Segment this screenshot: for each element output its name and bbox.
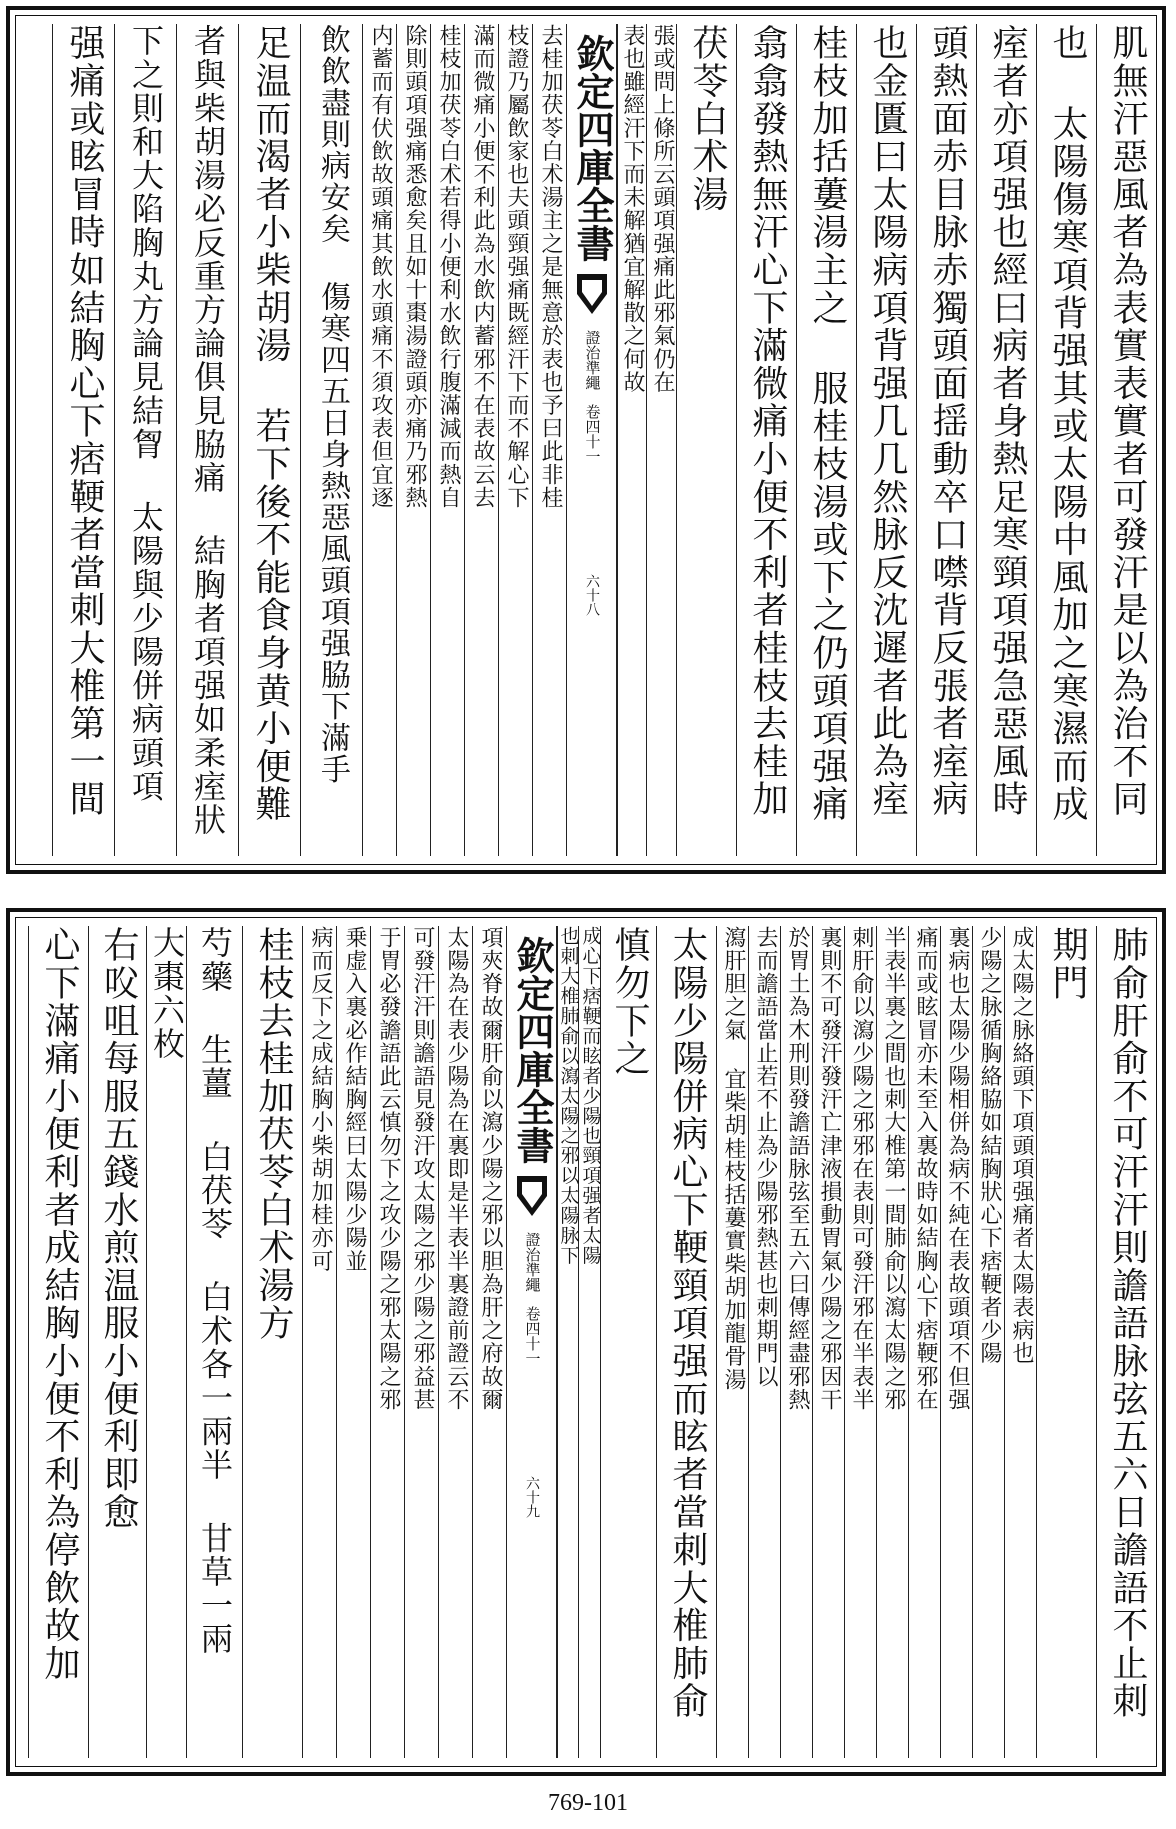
text-column	[676, 24, 737, 856]
volume-label: 卷四十一	[523, 1306, 542, 1366]
column-text: 大棗六枚	[148, 926, 186, 1061]
annotation-text: 滿而微痛小便不利此為水飲内蓄邪不在表故云去	[470, 24, 495, 510]
annotation-column	[748, 926, 781, 1758]
annotation-text: 張或問上條所云頭項强痛此邪氣仍在	[650, 24, 675, 394]
annotation-text: 去而譫語當止若不止為少陽邪熱甚也刺期門以	[753, 926, 778, 1388]
column-text: 也 太陽傷寒項背强其或太陽中風加之寒濕而成	[1047, 24, 1088, 823]
text-column	[238, 24, 301, 856]
annotation-text: 乗虚入裏必作結胸經曰太陽少陽並	[342, 926, 367, 1273]
annotation-text: 病而反下之成結胸小柴胡加桂亦可	[308, 926, 333, 1273]
text-column	[114, 24, 177, 856]
annotation-column	[498, 24, 533, 856]
text-column	[242, 926, 303, 1758]
annotation-text: 太陽為在表少陽為在裏即是半表半裏證前證云不	[444, 926, 469, 1412]
text-column	[736, 24, 797, 856]
book-subtitle: 證治準繩	[523, 1232, 542, 1292]
column-text: 右㕮咀每服五錢水煎温服小便利即愈	[98, 926, 139, 1531]
annotation-column	[396, 24, 431, 856]
text-column	[176, 24, 239, 856]
fish-tail-mark-icon	[515, 1174, 549, 1218]
annotation-column	[1004, 926, 1037, 1758]
folio-number: 六十九	[524, 1476, 540, 1518]
annotation-column	[716, 926, 749, 1758]
text-column	[656, 926, 717, 1758]
fish-tail-mark-icon	[575, 272, 609, 316]
column-text: 翕翕發熱無汗心下滿微痛小便不利者桂枝去桂加	[747, 24, 788, 818]
annotation-column	[646, 24, 677, 856]
annotation-column	[876, 926, 909, 1758]
annotation-column	[362, 24, 397, 856]
annotation-column	[404, 926, 439, 1758]
annotation-column	[438, 926, 473, 1758]
annotation-text: 成心下痞鞕而眩者少陽也頸項强者太陽	[579, 926, 602, 1266]
page-number: 769-101	[548, 1790, 628, 1816]
annotation-column	[472, 926, 507, 1758]
annotation-text: 於胃土為木刑則發譫語脉弦至五六曰傳經盡邪熱	[785, 926, 810, 1412]
text-column	[28, 926, 89, 1758]
text-column	[186, 926, 243, 1758]
column-text: 者與柴胡湯必反重方論俱見脇痛 結胸者項强如柔痓狀	[189, 24, 227, 837]
book-subtitle: 證治準繩	[583, 330, 602, 390]
annotation-column	[616, 24, 647, 856]
annotation-text: 内蓄而有伏飲故頭痛其飲水頭痛不須攻表但宜逐	[368, 24, 393, 510]
column-text: 下之則和大陷胸丸方論見結胷 太陽與少陽併病頭項	[127, 24, 165, 803]
column-text: 足温而渴者小柴胡湯 若下後不能食身黄小便難	[250, 24, 291, 823]
annotation-text: 去桂加茯苓白术湯主之是無意於表也予曰此非桂	[538, 24, 563, 510]
annotation-text: 可發汗汗則譫語見發汗攻太陽之邪少陽之邪益甚	[410, 926, 435, 1412]
text-column	[1036, 926, 1097, 1758]
column-text: 桂枝加括蔞湯主之 服桂枝湯或下之仍頭項强痛	[807, 24, 848, 823]
text-column	[600, 926, 657, 1758]
book-spine	[506, 926, 558, 1758]
bottom-page-panel	[6, 908, 1166, 1776]
annotation-column	[812, 926, 845, 1758]
annotation-text: 枝證乃屬飲家也夫頭頸强痛既經汗下而不解心下	[504, 24, 529, 510]
annotation-text: 也刺大椎肺俞以瀉太陽之邪以太陽脉下	[557, 926, 580, 1266]
text-column	[1096, 24, 1157, 856]
annotation-column	[370, 926, 405, 1758]
top-page-panel	[6, 6, 1166, 874]
book-title: 欽定四庫全書	[570, 34, 615, 262]
annotation-text: 表也雖經汗下而未解猶宜解散之何故	[620, 24, 645, 394]
annotation-column	[464, 24, 499, 856]
annotation-text: 少陽之脉循胸絡脇如結胸狀心下痞鞕者少陽	[977, 926, 1002, 1365]
text-column	[1036, 24, 1097, 856]
column-text: 慎勿下之	[609, 926, 650, 1078]
annotation-text: 裏病也太陽少陽相併為病不純在表故頭項不但强	[945, 926, 970, 1412]
column-text: 也金匱曰太陽病項背强几几然脉反沈遲者此為痓	[867, 24, 908, 818]
annotation-column	[302, 926, 337, 1758]
column-text: 肌無汗惡風者為表實表實者可發汗是以為治不同	[1107, 24, 1148, 818]
book-title: 欽定四庫全書	[510, 936, 555, 1164]
text-column	[796, 24, 857, 856]
annotation-text: 刺肝俞以瀉少陽之邪邪在表則可發汗邪在半表半	[849, 926, 874, 1412]
book-spine	[566, 24, 618, 856]
annotation-column	[972, 926, 1005, 1758]
column-text: 飲飲盡則病安矣 傷寒四五日身熱惡風頭項强脇下滿手	[315, 24, 350, 785]
text-column	[300, 24, 363, 856]
folio-number: 六十八	[584, 574, 600, 616]
text-column	[856, 24, 917, 856]
annotation-column	[336, 926, 371, 1758]
annotation-column	[844, 926, 877, 1758]
annotation-text: 除則頭項强痛悉愈矣且如十棗湯證頭亦痛乃邪熱	[402, 24, 427, 510]
column-text: 期門	[1047, 926, 1088, 1002]
annotation-column	[940, 926, 973, 1758]
annotation-text: 瀉肝胆之氣 宜柴胡桂枝括蔞實柴胡加龍骨湯	[721, 926, 746, 1391]
column-text: 痓者亦項强也經曰病者身熱足寒頸項强急惡風時	[987, 24, 1028, 818]
column-text: 頭熱面赤目脉赤獨頭面揺動卒口噤背反張者痓病	[927, 24, 968, 818]
text-column	[88, 926, 147, 1758]
annotation-text: 成太陽之脉絡頭下項頭項强痛者太陽表病也	[1009, 926, 1034, 1365]
annotation-text: 半表半裏之間也刺大椎第一間肺俞以瀉太陽之邪	[881, 926, 906, 1412]
annotation-column	[430, 24, 465, 856]
text-column	[1096, 926, 1157, 1758]
annotation-column	[532, 24, 567, 856]
annotation-text: 痛而或眩冒亦未至入裏故時如結胸心下痞鞕邪在	[913, 926, 938, 1412]
column-text: 心下滿痛小便利者成結胸小便不利為停飲故加	[39, 926, 80, 1682]
annotation-text: 于胃必發譫語此云慎勿下之攻少陽之邪太陽之邪	[376, 926, 401, 1412]
annotation-text: 裏則不可發汗發汗亡津液損動胃氣少陽之邪因干	[817, 926, 842, 1412]
volume-label: 卷四十一	[583, 404, 602, 464]
column-text: 桂枝去桂加茯苓白术湯方	[253, 926, 294, 1342]
annotation-column	[578, 926, 601, 1758]
column-text: 肺俞肝俞不可汗汗則譫語脉弦五六日譫語不止刺	[1107, 926, 1148, 1720]
annotation-column	[556, 926, 579, 1758]
column-text: 太陽少陽併病心下鞕頸項强而眩者當刺大椎肺俞	[667, 926, 708, 1720]
text-column	[976, 24, 1037, 856]
annotation-text: 項夾脊故爾肝俞以瀉少陽之邪以胆為肝之府故爾	[478, 926, 503, 1412]
annotation-column	[908, 926, 941, 1758]
annotation-text: 桂枝加茯苓白术若得小便利水飲行腹滿減而熱自	[436, 24, 461, 510]
column-text: 芍藥 生薑 白茯苓 白术各一兩半 甘草一兩	[196, 926, 234, 1656]
annotation-column	[780, 926, 813, 1758]
column-text: 茯苓白术湯	[687, 24, 728, 213]
text-column	[146, 926, 187, 1758]
text-column	[52, 24, 115, 856]
column-text: 强痛或眩冒時如結胸心下痞鞕者當刺大椎第一間	[64, 24, 105, 818]
text-column	[916, 24, 977, 856]
